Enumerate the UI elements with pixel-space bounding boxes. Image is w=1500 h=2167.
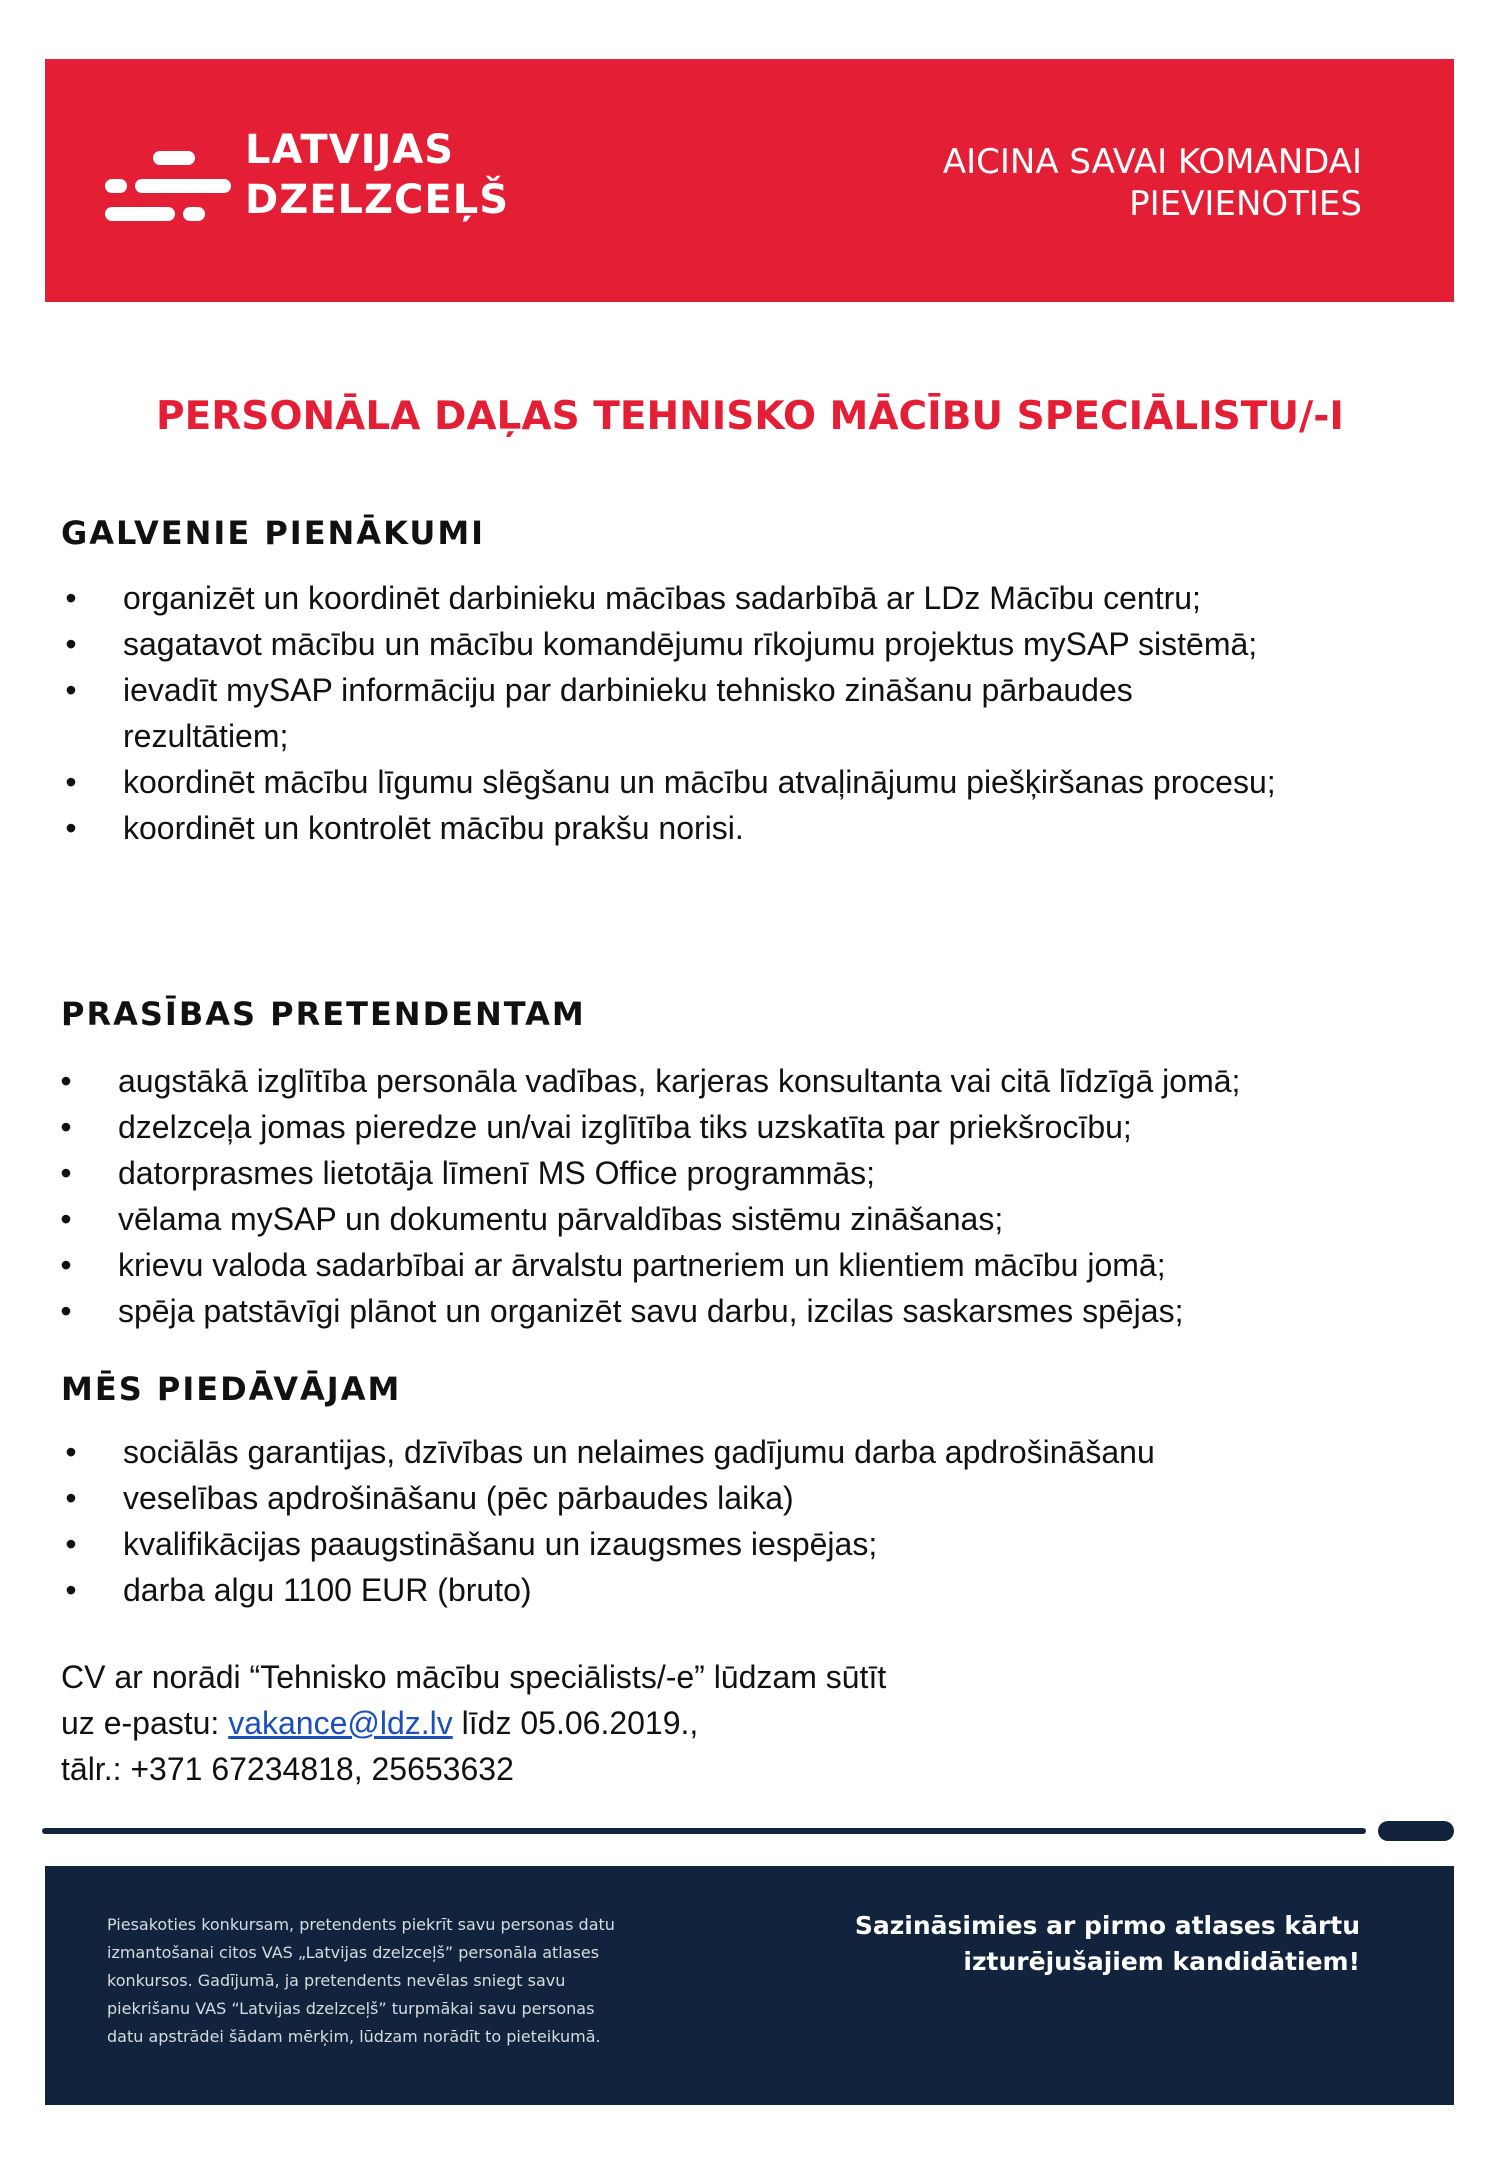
list-item (61, 621, 1441, 667)
tagline-line-2: PIEVIENOTIES (1129, 184, 1362, 224)
notice-line-1: Sazināsimies ar pirmo atlases kārtu (854, 1911, 1360, 1940)
company-logo (105, 121, 525, 241)
offer-heading: MĒS PIEDĀVĀJAM (61, 1370, 402, 1408)
logo-wordmark (245, 125, 509, 225)
logo-stripes-icon (105, 121, 237, 241)
header-tagline (943, 141, 1362, 225)
bullet-icon: • (65, 1572, 77, 1608)
requirements-heading: PRASĪBAS PRETENDENTAM (61, 995, 586, 1033)
bullet-icon: • (65, 1434, 77, 1470)
list-item-text: sagatavot mācību un mācību komandējumu rīkojumu projektus mySAP sistēmā; (123, 626, 1258, 662)
list-item-text: koordinēt un kontrolēt mācību prakšu norisi. (123, 810, 744, 846)
list-item (61, 759, 1441, 805)
logo-line-2: DZELZCEĻŠ (245, 177, 509, 223)
job-title: PERSONĀLA DAĻAS TEHNISKO MĀCĪBU SPECIĀLISTU/-I (156, 394, 1344, 439)
disclaimer-line: Piesakoties konkursam, pretendents piekrīt savu personas datu (107, 1915, 615, 1934)
offer-list (61, 1429, 1441, 1613)
bullet-icon: • (60, 1063, 72, 1099)
list-item (61, 667, 1441, 759)
list-item-text: dzelzceļa jomas pieredze un/vai izglītība tiks uzskatīta par priekšrocību; (118, 1109, 1132, 1145)
list-item-text: ievadīt mySAP informāciju par darbinieku tehnisko zināšanu pārbaudes rezultātiem; (123, 672, 1133, 754)
bullet-icon: • (65, 810, 77, 846)
contact-email-line (61, 1700, 886, 1746)
bullet-icon: • (60, 1201, 72, 1237)
header-banner (45, 59, 1454, 302)
footer-banner (45, 1866, 1454, 2105)
list-item-text: datorprasmes lietotāja līmenī MS Office programmās; (118, 1155, 876, 1191)
privacy-disclaimer (107, 1911, 727, 2051)
bullet-icon: • (60, 1155, 72, 1191)
footer-divider-pill (1378, 1821, 1454, 1841)
bullet-icon: • (60, 1247, 72, 1283)
requirements-list (56, 1058, 1436, 1334)
bullet-icon: • (65, 1480, 77, 1516)
contact-phone-line: tālr.: +371 67234818, 25653632 (61, 1751, 514, 1787)
contact-block (61, 1654, 886, 1792)
list-item (56, 1150, 1436, 1196)
email-link[interactable]: vakance@ldz.lv (228, 1705, 453, 1741)
list-item-text: darba algu 1100 EUR (bruto) (123, 1572, 532, 1608)
list-item (61, 1429, 1441, 1475)
bullet-icon: • (65, 626, 77, 662)
contact-notice (855, 1908, 1360, 1980)
duties-list (61, 575, 1441, 851)
list-item-text: vēlama mySAP un dokumentu pārvaldības sistēmu zināšanas; (118, 1201, 1004, 1237)
disclaimer-line: konkursos. Gadījumā, ja pretendents nevēlas sniegt savu (107, 1971, 566, 1990)
disclaimer-line: piekrišanu VAS “Latvijas dzelzceļš” turpmākai savu personas (107, 1999, 595, 2018)
list-item (56, 1288, 1436, 1334)
list-item (61, 575, 1441, 621)
bullet-icon: • (65, 580, 77, 616)
list-item-text: spēja patstāvīgi plānot un organizēt savu darbu, izcilas saskarsmes spējas; (118, 1293, 1184, 1329)
list-item-text: koordinēt mācību līgumu slēgšanu un mācību atvaļinājumu piešķiršanas procesu; (123, 764, 1276, 800)
bullet-icon: • (65, 672, 77, 708)
list-item (61, 1567, 1441, 1613)
list-item (56, 1242, 1436, 1288)
email-prefix: uz e-pastu: (61, 1705, 229, 1741)
list-item (56, 1196, 1436, 1242)
email-deadline: līdz 05.06.2019., (452, 1705, 699, 1741)
list-item (56, 1104, 1436, 1150)
disclaimer-line: datu apstrādei šādam mērķim, lūdzam norādīt to pieteikumā. (107, 2027, 601, 2046)
list-item (56, 1058, 1436, 1104)
list-item (61, 805, 1441, 851)
list-item-text: kvalifikācijas paaugstināšanu un izaugsmes iespējas; (123, 1526, 878, 1562)
bullet-icon: • (60, 1109, 72, 1145)
list-item-text: krievu valoda sadarbībai ar ārvalstu partneriem un klientiem mācību jomā; (118, 1247, 1166, 1283)
list-item-text: organizēt un koordinēt darbinieku mācības sadarbībā ar LDz Mācību centru; (123, 580, 1201, 616)
list-item-text: veselības apdrošināšanu (pēc pārbaudes laika) (123, 1480, 794, 1516)
footer-divider-line (42, 1828, 1366, 1834)
bullet-icon: • (65, 1526, 77, 1562)
duties-heading: GALVENIE PIENĀKUMI (61, 514, 486, 552)
notice-line-2: izturējušajiem kandidātiem! (963, 1947, 1360, 1976)
list-item-text: augstākā izglītība personāla vadības, karjeras konsultanta vai citā līdzīgā jomā; (118, 1063, 1241, 1099)
logo-line-1: LATVIJAS (245, 127, 455, 173)
disclaimer-line: izmantošanai citos VAS „Latvijas dzelzceļš” personāla atlases (107, 1943, 600, 1962)
list-item (61, 1521, 1441, 1567)
bullet-icon: • (65, 764, 77, 800)
tagline-line-1: AICINA SAVAI KOMANDAI (942, 142, 1362, 182)
contact-cv-line: CV ar norādi “Tehnisko mācību speciālists/-e” lūdzam sūtīt (61, 1659, 887, 1695)
list-item (61, 1475, 1441, 1521)
bullet-icon: • (60, 1293, 72, 1329)
list-item-text: sociālās garantijas, dzīvības un nelaimes gadījumu darba apdrošināšanu (123, 1434, 1155, 1470)
